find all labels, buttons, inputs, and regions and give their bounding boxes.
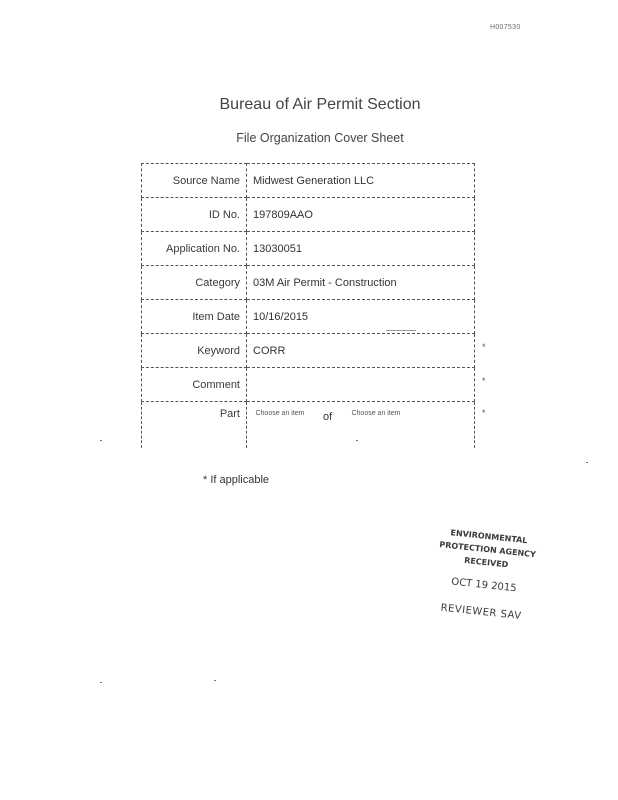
form-row-keyword: [142, 334, 475, 368]
stamp-reviewer: REVIEWER SAV: [440, 602, 523, 623]
form-row-category: [142, 266, 475, 300]
part-of-text: of: [323, 411, 333, 423]
stamp-date: OCT 19 2015: [450, 576, 517, 595]
comment-asterisk: *: [482, 376, 486, 386]
scan-speck: [356, 440, 358, 441]
part-value: [247, 402, 475, 449]
scan-speck: [586, 462, 588, 463]
keyword-label: Keyword: [142, 334, 247, 368]
part-choose-item-b[interactable]: Choose an item: [351, 410, 401, 417]
category-value: 03M Air Permit - Construction: [247, 266, 475, 300]
page-title: Bureau of Air Permit Section: [219, 96, 421, 113]
keyword-value: CORR: [247, 334, 475, 368]
comment-value: [247, 368, 475, 402]
part-choose-item-a[interactable]: Choose an item: [255, 410, 305, 417]
stamp-agency: ENVIRONMENTAL PROTECTION AGENCY: [438, 528, 537, 560]
comment-label: Comment: [142, 368, 247, 402]
part-asterisk: *: [482, 408, 486, 418]
application-no-value: 13030051: [247, 232, 475, 266]
scan-speck: [100, 682, 102, 683]
form-row-comment: [142, 368, 475, 402]
keyword-asterisk: *: [482, 342, 486, 352]
stamp-received: RECEIVED: [463, 555, 509, 570]
received-stamp: [416, 523, 555, 625]
scan-speck: [100, 440, 102, 441]
form-row-item-date: [142, 300, 475, 334]
scan-speck: [386, 330, 416, 331]
id-no-label: ID No.: [142, 198, 247, 232]
form-row-source-name: [142, 164, 475, 198]
item-date-label: Item Date: [142, 300, 247, 334]
scan-speck: [214, 680, 216, 681]
page-id: H007530: [490, 24, 521, 31]
category-label: Category: [142, 266, 247, 300]
id-no-value: 197809AAO: [247, 198, 475, 232]
page-subtitle: File Organization Cover Sheet: [236, 131, 404, 145]
part-label: Part: [142, 402, 247, 449]
form-row-application-no: [142, 232, 475, 266]
footnote: * If applicable: [203, 474, 270, 486]
application-no-label: Application No.: [142, 232, 247, 266]
source-name-value: Midwest Generation LLC: [247, 164, 475, 198]
form-row-id-no: [142, 198, 475, 232]
form-row-part: [142, 402, 475, 449]
source-name-label: Source Name: [142, 164, 247, 198]
cover-sheet-form: [141, 163, 475, 448]
item-date-value: 10/16/2015: [247, 300, 475, 334]
